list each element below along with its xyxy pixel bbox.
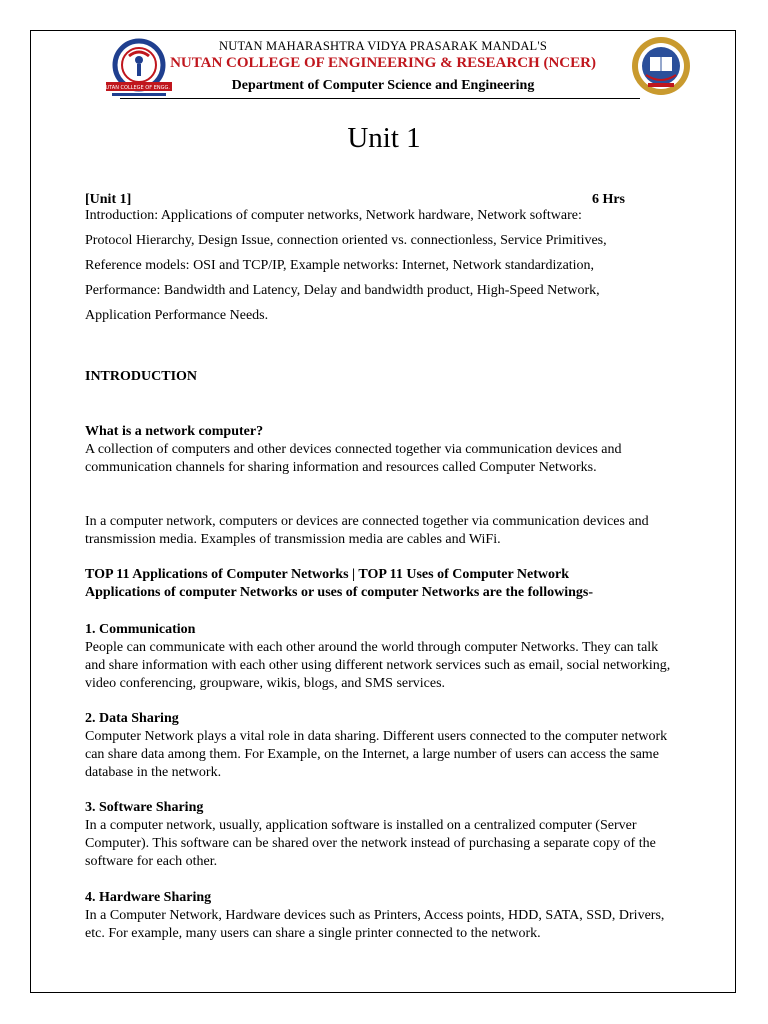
application-line: software for each other. <box>85 854 218 869</box>
syllabus-line: Reference models: OSI and TCP/IP, Example networks: Internet, Network standardization, <box>85 258 595 273</box>
definition-line: A collection of computers and other devices connected together via communication devices and <box>85 442 622 457</box>
application-line: Computer). This software can be shared over the network instead of purchasing a separate copy of the <box>85 836 656 851</box>
syllabus-line: Performance: Bandwidth and Latency, Delay and bandwidth product, High-Speed Network, <box>85 283 600 298</box>
syllabus-line: Application Performance Needs. <box>85 308 269 323</box>
application-heading: 3. Software Sharing <box>85 800 204 815</box>
application-heading: 4. Hardware Sharing <box>85 890 212 905</box>
applications-heading-line: TOP 11 Applications of Computer Networks | TOP 11 Uses of Computer Network <box>85 567 570 582</box>
applications-heading <box>85 566 725 602</box>
unit-label: [Unit 1] <box>85 192 132 207</box>
application-line: video conferencing, groupware, wikis, blogs, and SMS services. <box>85 676 446 691</box>
transmission-paragraph <box>85 513 725 549</box>
application-software-sharing <box>85 799 725 871</box>
application-hardware-sharing <box>85 889 725 943</box>
application-data-sharing <box>85 710 725 782</box>
application-line: In a computer network, usually, application software is installed on a centralized computer (Server <box>85 818 637 833</box>
unit-hours: 6 Hrs <box>591 192 625 207</box>
application-line: In a Computer Network, Hardware devices such as Printers, Access points, HDD, SATA, SSD, Drivers, <box>85 908 665 923</box>
definition-question: What is a network computer? <box>85 424 264 439</box>
syllabus-line: Protocol Hierarchy, Design Issue, connection oriented vs. connectionless, Service Primitives, <box>85 233 607 248</box>
application-heading: 1. Communication <box>85 622 196 637</box>
definition-line: communication channels for sharing information and resources called Computer Networks. <box>85 460 597 475</box>
department-name: Department of Computer Science and Engineering <box>231 78 535 93</box>
application-line: can share data among them. For Example, on the Internet, a large number of users can access the same <box>85 747 659 762</box>
college-name: NUTAN COLLEGE OF ENGINEERING & RESEARCH (NCER) <box>170 55 596 71</box>
application-heading: 2. Data Sharing <box>85 711 179 726</box>
application-communication <box>85 621 725 693</box>
application-line: etc. For example, many users can share a single printer connected to the network. <box>85 926 541 941</box>
definition-section <box>85 423 725 477</box>
paragraph-line: transmission media. Examples of transmission media are cables and WiFi. <box>85 532 501 547</box>
paragraph-line: In a computer network, computers or devices are connected together via communication devices and <box>85 514 649 529</box>
application-line: and share information with each other using different network services such as email, social networking, <box>85 658 671 673</box>
parent-organization: NUTAN MAHARASHTRA VIDYA PRASARAK MANDAL'S <box>218 39 547 53</box>
application-line: database in the network. <box>85 765 222 780</box>
applications-heading-line: Applications of computer Networks or uses of computer Networks are the followings- <box>85 585 593 600</box>
introduction-heading: INTRODUCTION <box>85 369 198 384</box>
syllabus-line: Introduction: Applications of computer networks, Network hardware, Network software: <box>85 208 582 223</box>
header-divider <box>120 98 640 99</box>
page-title: Unit 1 <box>347 122 421 154</box>
application-line: People can communicate with each other around the world through computer Networks. They can talk <box>85 640 659 655</box>
document-header <box>30 30 736 102</box>
logo-text: NUTAN COLLEGE OF ENGG. ... <box>101 85 177 91</box>
application-line: Computer Network plays a vital role in data sharing. Different users connected to the computer network <box>85 729 668 744</box>
